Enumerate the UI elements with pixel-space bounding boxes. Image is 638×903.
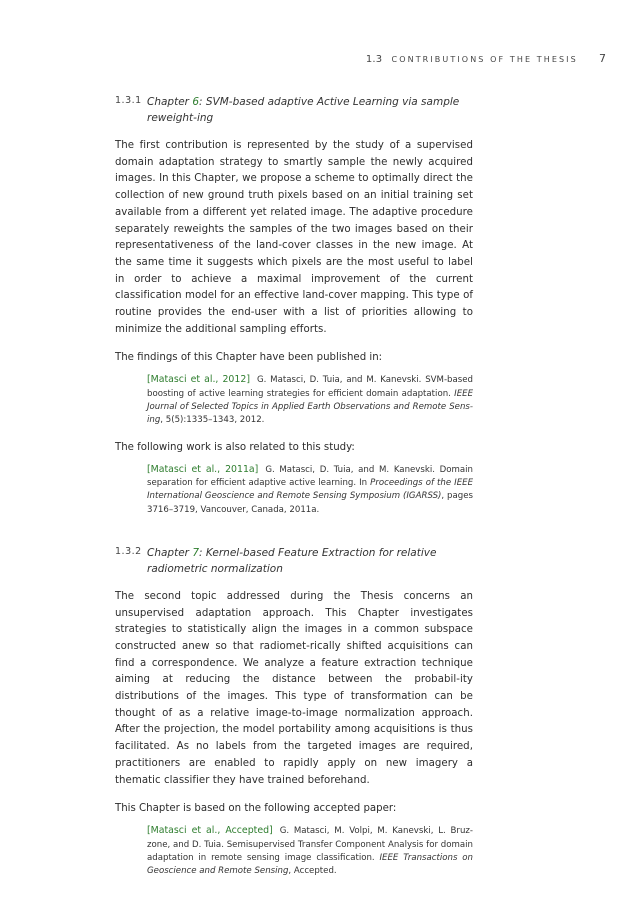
title-rest: : SVM-based adaptive Active Learning via sample reweight-ing xyxy=(147,96,460,124)
section-title xyxy=(147,545,473,577)
publication-lead: The findings of this Chapter have been published in: xyxy=(115,352,383,364)
citation-link[interactable]: [Matasci et al., Accepted] xyxy=(147,825,273,837)
publication-tail: , pages 3716–3719, Vancouver, Canada, 2011a. xyxy=(147,491,474,515)
title-prefix: Chapter xyxy=(147,546,193,559)
running-head-title: CONTRIBUTIONS OF THE THESIS xyxy=(391,55,578,64)
running-head xyxy=(0,52,606,65)
publication-entry xyxy=(147,463,473,517)
section-heading-1-3-2 xyxy=(115,545,473,577)
section-number: 1.3.2 xyxy=(115,545,142,557)
publication-lead: This Chapter is based on the following accepted paper: xyxy=(115,803,397,815)
publication-text: G. Matasci, M. Volpi, M. Kanevski, L. Bruz-zone, and D. Tuia. Semisupervised Transfer Component Analysis for domain adaptation in remote sensing image classification. xyxy=(147,826,474,863)
paragraph-contribution-2: The second topic addressed during the Thesis concerns an unsupervised adaptation approach. This Chapter investigates strategies to statistically align the images in a common subspace constructed anew so that radiomet-rically shifted acquisitions can find a correspondence. We analyze a feature extraction technique aiming at reducing the distance between the probabil-ity distributions of the images. This type of transformation can be thought of as a relative image-to-image normalization approach. After the projection, the model portability among acquisitions is thus facilitated. As no labels from the targeted images are required, practitioners are enabled to rapidly apply on new imagery a thematic classifier they have trained beforehand. xyxy=(115,590,473,786)
citation-link[interactable]: [Matasci et al., 2011a] xyxy=(147,463,259,475)
publication-tail: , Accepted. xyxy=(288,866,337,877)
chapter-link[interactable]: 7 xyxy=(192,546,200,559)
chapter-link[interactable]: 6 xyxy=(192,96,200,108)
publication-text: G. Matasci, D. Tuia, and M. Kanevski. SVM-based boosting of active learning strategies for efficient domain adaptation. xyxy=(147,375,473,399)
paragraph-contribution-1: The first contribution is represented by the study of a supervised domain adaptation strategy to smartly sample the newly acquired images. In this Chapter, we propose a scheme to optimally direct the collection of new ground truth pixels based on an initial training set available from a different yet related image. The adaptive procedure separately reweights the samples of the two images based on their representativeness of the land-cover classes in the new image. At the same time it suggests which pixels are the most useful to label in order to achieve a maximal improvement of the current classification model for an effective land-cover mapping. This type of routine provides the end-user with a list of priorities allowing to minimize the additional sampling efforts. xyxy=(115,140,473,335)
publication-entry xyxy=(147,373,473,427)
publication-venue: IEEE Transactions on Geoscience and Remote Sensing xyxy=(147,852,473,877)
section-title xyxy=(147,94,473,126)
publication-venue: Proceedings of the IEEE International Geoscience and Remote Sensing Symposium (IGARSS) xyxy=(147,477,473,502)
running-head-section: 1.3 xyxy=(365,54,383,65)
title-prefix: Chapter xyxy=(147,96,193,108)
related-lead: The following work is also related to this study: xyxy=(115,441,355,453)
citation-link[interactable]: [Matasci et al., 2012] xyxy=(147,374,250,386)
section-number: 1.3.1 xyxy=(115,95,142,106)
title-rest: : Kernel-based Feature Extraction for relative radiometric normalization xyxy=(147,546,437,575)
page-number: 7 xyxy=(599,52,606,65)
main-content xyxy=(115,88,473,878)
publication-entry xyxy=(147,824,473,878)
publication-venue: IEEE Journal of Selected Topics in Applied Earth Observations and Remote Sens-ing xyxy=(147,388,473,426)
section-heading-1-3-1 xyxy=(115,94,473,126)
publication-text: G. Matasci, D. Tuia, and M. Kanevski. Domain separation for efficient adaptive active learning. In xyxy=(147,464,473,488)
publication-tail: , 5(5):1335–1343, 2012. xyxy=(160,415,265,426)
